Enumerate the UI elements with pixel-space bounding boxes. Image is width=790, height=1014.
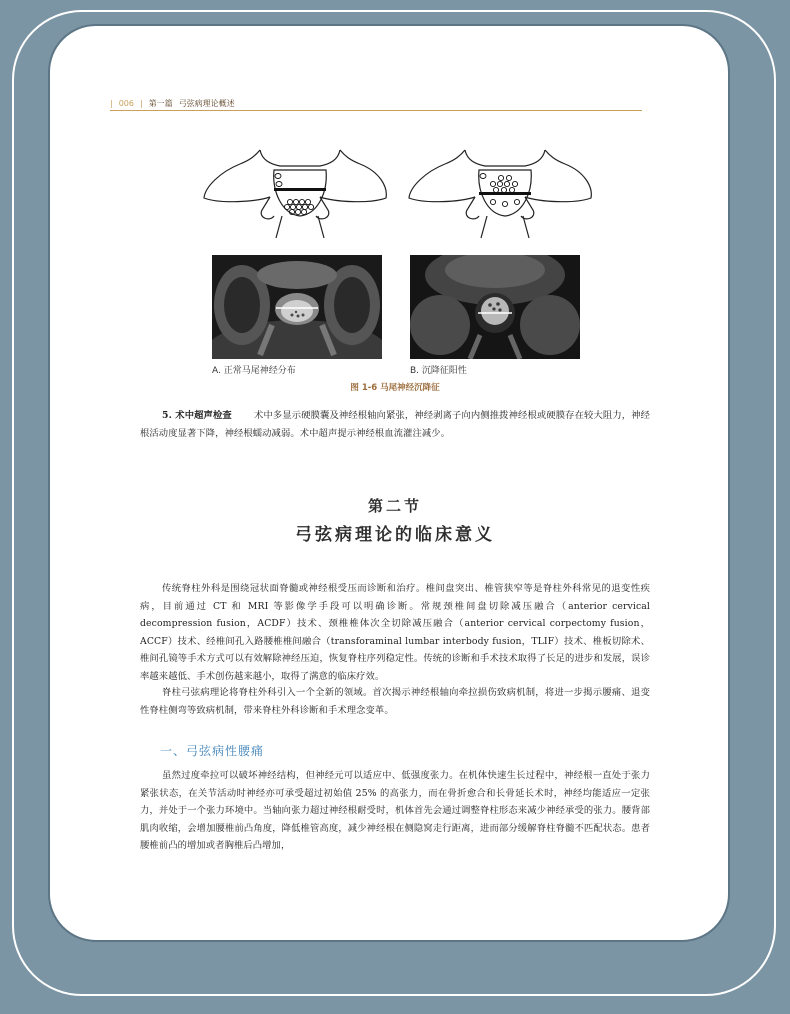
paragraph-1: 传统脊柱外科是围绕冠状面脊髓或神经根受压而诊断和治疗。椎间盘突出、椎管狭窄等是脊柱外科常见的退变性疾病，目前通过 CT 和 MRI 等影像学手段可以明确诊断。常规颈椎间盘切除减压融合（anterior cervical decompression fusion，ACDF）技术、颈椎椎体次全切除减压融合（anterior cervical corpectomy fusion，ACCF）技术、经椎间孔入路腰椎椎间融合（transforaminal lumbar interbody fusion，TLIF）技术、椎板切除术、椎间孔镜等手术方式可以有效解除神经压迫，恢复脊柱序列稳定性。传统的诊断和手术技术取得了长足的进步和发展，误诊率越来越低、手术创伤越来越小，取得了满意的临床疗效。 (140, 583, 650, 682)
section-number: 第二节 (367, 497, 422, 515)
subsection-heading: 一、弓弦病性腰痛 (160, 744, 265, 758)
part-title: 弓弦病理论概述 (178, 98, 235, 108)
figure-sublabel-b: B. 沉降征阳性 (410, 366, 467, 376)
section-title: 弓弦病理论的临床意义 (295, 525, 495, 545)
paragraph-lead: 5. 术中超声检查 (162, 410, 232, 421)
running-header: | 006 | 第一篇 弓弦病理论概述 (110, 96, 642, 111)
mri-image-sedimentation (410, 255, 580, 359)
mri-image-normal (212, 255, 382, 359)
figure-sublabel-a: A. 正常马尾神经分布 (212, 366, 296, 376)
paragraph-2: 脊柱弓弦病理论将脊柱外科引入一个全新的领域。首次揭示神经根轴向牵拉损伤致病机制，将进一步揭示腰痛、退变性脊柱侧弯等致病机制，带来脊柱外科诊断和手术理念变革。 (140, 687, 650, 716)
paragraph-3: 虽然过度牵拉可以破坏神经结构，但神经元可以适应中、低强度张力。在机体快速生长过程中，神经根一直处于张力紧张状态，在关节活动时神经亦可承受超过初始值 25% 的高张力，而在骨折愈合和长骨延长术时，神经均能适应一定张力，并处于一个张力环境中。当轴向张力超过神经根耐受时，机体首先会通过调整脊柱形态来减少神经承受的张力。腰背部肌肉收缩，会增加腰椎前凸角度，降低椎管高度，减少神经根在侧隐窝走行距离，进而部分缓解脊柱脊髓不匹配状态。患者腰椎前凸的增加或者胸椎后凸增加， (140, 770, 650, 851)
diagram-normal-cauda-equina (200, 142, 390, 242)
page-number: 006 (118, 98, 134, 108)
diagram-sedimentation-positive (405, 142, 595, 242)
figure-caption: 图 1-6 马尾神经沉降征 (350, 383, 440, 393)
paragraph-text: 术中多显示硬膜囊及神经根轴向紧张，神经剥离子向内侧推拨神经根或硬膜存在较大阻力，神经根活动度显著下降，神经根蠕动减弱。术中超声提示神经根血流灌注减少。 (140, 410, 651, 439)
paragraph-ultrasound (140, 407, 650, 442)
part-label: 第一篇 (148, 98, 173, 108)
